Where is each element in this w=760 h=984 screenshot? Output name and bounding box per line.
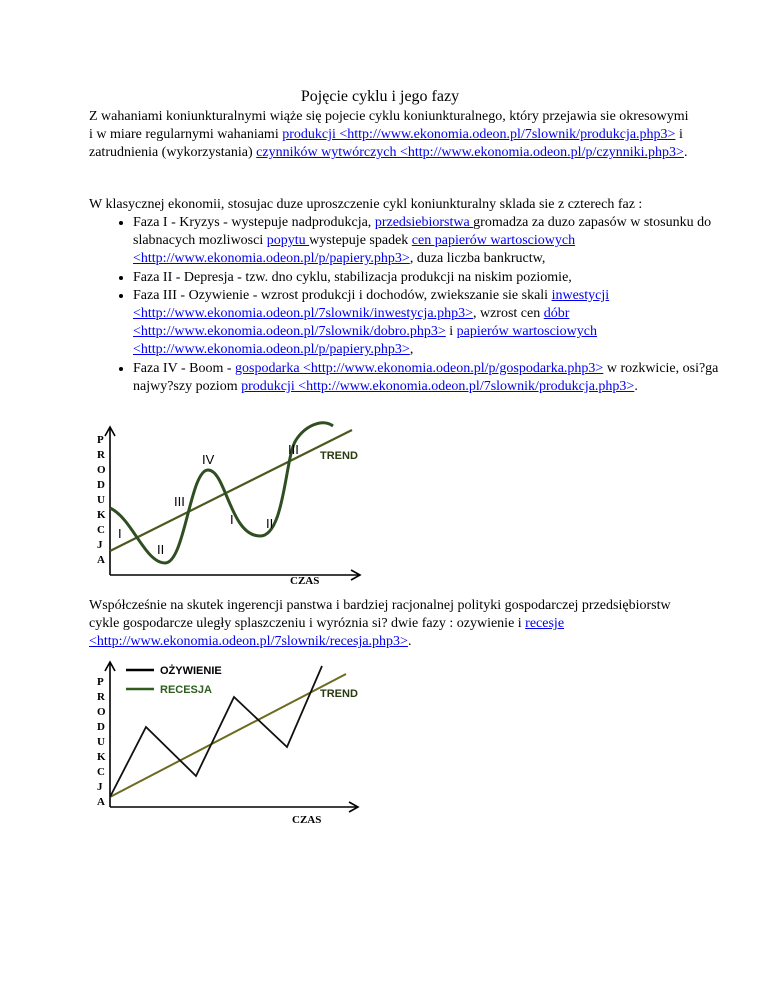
- modern-y-letters: [97, 676, 106, 808]
- modern-cycle-diagram: [90, 652, 380, 832]
- phase-list: [89, 214, 733, 396]
- y-letter: U: [97, 736, 105, 748]
- y-letter: J: [97, 781, 103, 793]
- phase-1-text-2: gromadza za duzo zapasów w stosunku do slabnacych mozliwosci: [133, 215, 712, 249]
- trend-label: TREND: [320, 450, 358, 462]
- link-recesje[interactable]: recesje <http://www.ekonomia.odeon.pl/7slownik/recesja.php3>: [89, 616, 565, 650]
- phase-4-text-1: Faza IV - Boom -: [133, 360, 235, 376]
- y-letter: D: [97, 721, 105, 733]
- modern-text-1: Współcześnie na skutek ingerencji panstwa i bardziej racjonalnej polityki gospodarczej przedsiębiorstw cykle gospodarcze uległy splaszczeniu i wyróznia si? dwie fazy : ozywienie i: [89, 598, 671, 632]
- legend-recession-label: RECESJA: [160, 684, 212, 696]
- phase-label: IV: [202, 452, 215, 467]
- intro-paragraph: [89, 108, 689, 163]
- link-gospodarka[interactable]: gospodarka <http://www.ekonomia.odeon.pl/p/gospodarka.php3>: [235, 360, 604, 376]
- y-letter: O: [97, 706, 106, 718]
- trend-label: TREND: [320, 688, 358, 700]
- phase-item-3: [133, 287, 733, 360]
- intro-text-1: Z wahaniami koniunkturalnymi wiąże się pojecie cyklu koniunkturalnego, który przejawia sie okresowymi i w miare regularnymi wahaniami: [89, 109, 689, 143]
- phase-4-text-3: .: [634, 378, 638, 394]
- phase-label: I: [118, 526, 122, 541]
- phase-1-text-3: wystepuje spadek: [309, 233, 412, 249]
- link-dobr[interactable]: dóbr <http://www.ekonomia.odeon.pl/7slownik/dobro.php3>: [133, 306, 570, 340]
- phase-3-text-1: Faza III - Ozywienie - wzrost produkcji i dochodów, zwiekszanie sie skali: [133, 287, 552, 303]
- legend-growth-label: OŻYWIENIE: [160, 665, 222, 677]
- phase-label: II: [157, 542, 165, 557]
- cycle-polyline: [110, 666, 322, 797]
- phase-2-text: Faza II - Depresja - tzw. dno cyklu, stabilizacja produkcji na niskim poziomie,: [133, 269, 572, 285]
- trend-line: [110, 430, 352, 551]
- y-letter: U: [97, 494, 105, 506]
- y-letter: A: [97, 554, 105, 566]
- link-popytu[interactable]: popytu: [266, 233, 310, 249]
- phase-label: II: [266, 516, 274, 531]
- link-czynniki[interactable]: czynników wytwórczych <http://www.ekonomia.odeon.pl/p/czynniki.php3>: [256, 145, 684, 161]
- link-papierow-wartosciowych[interactable]: papierów wartosciowych <http://www.ekonomia.odeon.pl/p/papiery.php3>: [133, 324, 597, 358]
- phase-1-text-4: , duza liczba bankructw,: [409, 251, 546, 267]
- link-cen-papierow[interactable]: cen papierów wartosciowych <http://www.ekonomia.odeon.pl/p/papiery.php3>: [133, 233, 576, 267]
- y-letter: P: [97, 676, 104, 688]
- x-axis-label: CZAS: [290, 575, 320, 587]
- phase-3-text-4: ,: [409, 342, 414, 358]
- page-title: Pojęcie cyklu i jego fazy: [300, 88, 460, 105]
- link-produkcji[interactable]: produkcji <http://www.ekonomia.odeon.pl/7slownik/produkcja.php3>: [282, 127, 676, 143]
- link-inwestycji[interactable]: inwestycji <http://www.ekonomia.odeon.pl/7slownik/inwestycja.php3>: [133, 287, 610, 322]
- y-letter: O: [97, 464, 106, 476]
- phase-item-4: [133, 360, 733, 396]
- y-letter: C: [97, 766, 105, 778]
- y-letter: P: [97, 434, 104, 446]
- y-letter: K: [97, 509, 106, 521]
- y-letter: D: [97, 479, 105, 491]
- modern-paragraph: [89, 597, 689, 652]
- phase-label: III: [174, 494, 185, 509]
- link-przedsiebiorstwa[interactable]: przedsiebiorstwa: [374, 215, 474, 230]
- intro-text-2: i zatrudnienia (wykorzystania): [89, 127, 683, 161]
- phase-1-text-1: Faza I - Kryzys - wystepuje nadprodukcja,: [133, 215, 375, 230]
- cycle-curve: [110, 423, 333, 563]
- y-letter: J: [97, 539, 103, 551]
- link-produkcji-2[interactable]: produkcji <http://www.ekonomia.odeon.pl/7slownik/produkcja.php3>: [241, 378, 635, 394]
- y-letter: K: [97, 751, 106, 763]
- y-letter: R: [97, 691, 105, 703]
- modern-text-2: .: [407, 634, 412, 650]
- y-letter: A: [97, 796, 105, 808]
- phase-item-2: [133, 269, 733, 287]
- cycle-diagram: [90, 418, 380, 588]
- classic-intro: W klasycznej ekonomii, stosujac duze uproszczenie cykl koniunkturalny sklada sie z czterech faz :: [89, 197, 643, 212]
- phase-3-text-2: , wzrost cen: [472, 306, 544, 322]
- intro-text-3: .: [683, 145, 688, 161]
- phase-3-text-3: i: [445, 324, 457, 340]
- phase-item-1: [133, 214, 733, 269]
- y-letter: C: [97, 524, 105, 536]
- x-axis-label: CZAS: [292, 814, 322, 826]
- cycle-y-letters: [97, 434, 106, 566]
- y-letter: R: [97, 449, 105, 461]
- phase-label: I: [230, 512, 234, 527]
- phase-4-text-2: w rozkwicie, osi?ga najwy?szy poziom: [133, 360, 719, 394]
- phase-label: III: [288, 442, 299, 457]
